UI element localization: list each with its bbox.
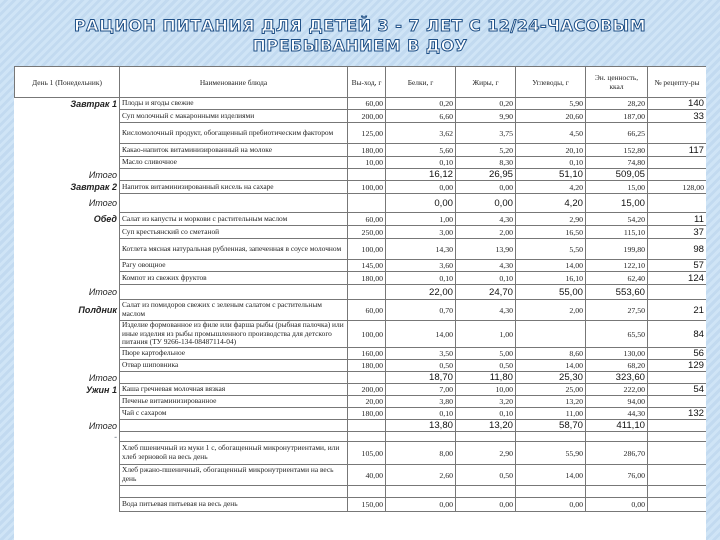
dish-name: Котлета мясная натуральная рубленная, запеченная в соусе молочном bbox=[120, 239, 348, 260]
dish-name: Салат из капусты и моркови с растительным маслом bbox=[120, 213, 348, 226]
yield-value: 60,00 bbox=[348, 98, 386, 110]
protein-value: 0,10 bbox=[386, 157, 456, 169]
protein-value: 7,00 bbox=[386, 384, 456, 396]
total-row bbox=[15, 285, 707, 300]
protein-value: 0,10 bbox=[386, 272, 456, 285]
header-row bbox=[15, 67, 707, 98]
protein-value: 14,30 bbox=[386, 239, 456, 260]
energy-value: 286,70 bbox=[586, 442, 648, 465]
meal-label: Ужин 1 bbox=[15, 384, 120, 396]
energy-value: 187,00 bbox=[586, 110, 648, 123]
dish-name: Какао-напиток витаминизированный на молоке bbox=[120, 144, 348, 157]
total-row bbox=[15, 420, 707, 432]
dish-name bbox=[120, 486, 348, 498]
carbs-value: 4,20 bbox=[516, 181, 586, 194]
recipe-number: 129 bbox=[648, 360, 707, 372]
energy-value: 28,20 bbox=[586, 98, 648, 110]
carbs-value bbox=[516, 486, 586, 498]
protein-value: 0,10 bbox=[386, 408, 456, 420]
header-dish: Наименование блюда bbox=[120, 67, 348, 98]
fat-total: 26,95 bbox=[456, 169, 516, 181]
energy-value: 222,00 bbox=[586, 384, 648, 396]
recipe-number: 84 bbox=[648, 321, 707, 348]
protein-total: 18,70 bbox=[386, 372, 456, 384]
energy-value: 44,30 bbox=[586, 408, 648, 420]
energy-value: 15,00 bbox=[586, 181, 648, 194]
protein-total: 13,80 bbox=[386, 420, 456, 432]
fat-value: 8,30 bbox=[456, 157, 516, 169]
energy-value: 74,80 bbox=[586, 157, 648, 169]
carbs-total: 55,00 bbox=[516, 285, 586, 300]
recipe-number bbox=[648, 432, 707, 442]
energy-value: 199,80 bbox=[586, 239, 648, 260]
yield-value: 20,00 bbox=[348, 396, 386, 408]
protein-value: 5,60 bbox=[386, 144, 456, 157]
protein-value: 3,60 bbox=[386, 260, 456, 272]
table-row bbox=[15, 442, 707, 465]
fat-value: 0,20 bbox=[456, 98, 516, 110]
table-row bbox=[15, 300, 707, 321]
fat-value: 5,20 bbox=[456, 144, 516, 157]
total-label: Итого bbox=[15, 285, 120, 300]
yield-value: 60,00 bbox=[348, 300, 386, 321]
meal-label bbox=[15, 144, 120, 157]
table-row bbox=[15, 98, 707, 110]
fat-value: 0,10 bbox=[456, 408, 516, 420]
carbs-value: 0,10 bbox=[516, 157, 586, 169]
total-label: Итого bbox=[15, 194, 120, 213]
fat-value: 2,00 bbox=[456, 226, 516, 239]
energy-total: 323,60 bbox=[586, 372, 648, 384]
recipe-number: 56 bbox=[648, 348, 707, 360]
meal-label bbox=[15, 348, 120, 360]
fat-value: 9,90 bbox=[456, 110, 516, 123]
energy-value: 94,00 bbox=[586, 396, 648, 408]
recipe-number bbox=[648, 442, 707, 465]
recipe-number bbox=[648, 372, 707, 384]
fat-value: 4,30 bbox=[456, 300, 516, 321]
carbs-value: 2,00 bbox=[516, 300, 586, 321]
dish-name: Отвар шиповника bbox=[120, 360, 348, 372]
yield-value: 100,00 bbox=[348, 181, 386, 194]
energy-value: 130,00 bbox=[586, 348, 648, 360]
protein-total: 16,12 bbox=[386, 169, 456, 181]
energy-value: 115,10 bbox=[586, 226, 648, 239]
header-recipe: № рецепту-ры bbox=[648, 67, 707, 98]
carbs-total: 51,10 bbox=[516, 169, 586, 181]
carbs-value: 14,00 bbox=[516, 260, 586, 272]
recipe-number bbox=[648, 420, 707, 432]
recipe-number: 132 bbox=[648, 408, 707, 420]
energy-value: 68,20 bbox=[586, 360, 648, 372]
energy-value: 27,50 bbox=[586, 300, 648, 321]
recipe-number: 33 bbox=[648, 110, 707, 123]
table-row bbox=[15, 213, 707, 226]
spacer-row bbox=[15, 432, 707, 442]
spacer-label: - bbox=[15, 432, 120, 442]
dish-name: Компот из свежих фруктов bbox=[120, 272, 348, 285]
protein-value: 0,00 bbox=[386, 498, 456, 512]
energy-value: 54,20 bbox=[586, 213, 648, 226]
energy-value bbox=[586, 486, 648, 498]
fat-value bbox=[456, 486, 516, 498]
carbs-value: 14,00 bbox=[516, 465, 586, 486]
fat-value: 10,00 bbox=[456, 384, 516, 396]
carbs-value: 25,00 bbox=[516, 384, 586, 396]
fat-value: 1,00 bbox=[456, 321, 516, 348]
fat-value: 0,50 bbox=[456, 465, 516, 486]
protein-value bbox=[386, 486, 456, 498]
dish-name: Рагу овощное bbox=[120, 260, 348, 272]
table-row bbox=[15, 110, 707, 123]
energy-value: 65,50 bbox=[586, 321, 648, 348]
protein-value: 0,00 bbox=[386, 181, 456, 194]
energy-value bbox=[586, 432, 648, 442]
recipe-number bbox=[648, 498, 707, 512]
fat-value: 5,00 bbox=[456, 348, 516, 360]
carbs-value: 55,90 bbox=[516, 442, 586, 465]
fat-total: 13,20 bbox=[456, 420, 516, 432]
yield-value: 10,00 bbox=[348, 157, 386, 169]
fat-value: 0,50 bbox=[456, 360, 516, 372]
dish-name: Напиток витаминизированный кисель на сахаре bbox=[120, 181, 348, 194]
header-protein: Белки, г bbox=[386, 67, 456, 98]
total-label: Итого bbox=[15, 372, 120, 384]
dish-name bbox=[120, 285, 348, 300]
carbs-value: 20,10 bbox=[516, 144, 586, 157]
meal-label bbox=[15, 465, 120, 486]
table-row bbox=[15, 465, 707, 486]
protein-total: 0,00 bbox=[386, 194, 456, 213]
energy-value: 76,00 bbox=[586, 465, 648, 486]
dish-name bbox=[120, 169, 348, 181]
header-yield: Вы-ход, г bbox=[348, 67, 386, 98]
table-row bbox=[15, 123, 707, 144]
spacer-row bbox=[15, 486, 707, 498]
meal-label bbox=[15, 110, 120, 123]
header-fat: Жиры, г bbox=[456, 67, 516, 98]
header-energy: Эн. ценность, ккал bbox=[586, 67, 648, 98]
fat-value: 4,30 bbox=[456, 260, 516, 272]
yield-value: 160,00 bbox=[348, 348, 386, 360]
protein-value: 2,60 bbox=[386, 465, 456, 486]
fat-value: 4,30 bbox=[456, 213, 516, 226]
title-line-2: ПРЕБЫВАНИЕМ В ДОУ bbox=[252, 36, 468, 55]
table-row bbox=[15, 260, 707, 272]
yield-value: 180,00 bbox=[348, 408, 386, 420]
recipe-number: 140 bbox=[648, 98, 707, 110]
carbs-value: 2,90 bbox=[516, 213, 586, 226]
dish-name: Кисломолочный продукт, обогащенный пребиотическим фактором bbox=[120, 123, 348, 144]
meal-label bbox=[15, 396, 120, 408]
meal-label: Завтрак 1 bbox=[15, 98, 120, 110]
recipe-number: 54 bbox=[648, 384, 707, 396]
recipe-number: 37 bbox=[648, 226, 707, 239]
meal-label bbox=[15, 498, 120, 512]
recipe-number bbox=[648, 396, 707, 408]
recipe-number: 57 bbox=[648, 260, 707, 272]
dish-name: Каша гречневая молочная вязкая bbox=[120, 384, 348, 396]
yield-value: 60,00 bbox=[348, 213, 386, 226]
meal-label: Завтрак 2 bbox=[15, 181, 120, 194]
dish-name: Печенье витаминизированное bbox=[120, 396, 348, 408]
meal-label bbox=[15, 272, 120, 285]
protein-value: 1,00 bbox=[386, 213, 456, 226]
fat-value: 0,10 bbox=[456, 272, 516, 285]
total-label: Итого bbox=[15, 420, 120, 432]
yield-value bbox=[348, 194, 386, 213]
energy-value: 152,80 bbox=[586, 144, 648, 157]
yield-value: 180,00 bbox=[348, 360, 386, 372]
yield-value: 40,00 bbox=[348, 465, 386, 486]
yield-value: 200,00 bbox=[348, 110, 386, 123]
yield-value: 250,00 bbox=[348, 226, 386, 239]
dish-name: Суп крестьянский со сметаной bbox=[120, 226, 348, 239]
meal-label bbox=[15, 260, 120, 272]
table-row bbox=[15, 226, 707, 239]
dish-name: Масло сливочное bbox=[120, 157, 348, 169]
recipe-number bbox=[648, 169, 707, 181]
protein-value: 3,62 bbox=[386, 123, 456, 144]
protein-value bbox=[386, 432, 456, 442]
header-day: День 1 (Понедельник) bbox=[15, 67, 120, 98]
meal-label bbox=[15, 321, 120, 348]
carbs-value: 5,50 bbox=[516, 239, 586, 260]
dish-name: Чай с сахаром bbox=[120, 408, 348, 420]
recipe-number: 124 bbox=[648, 272, 707, 285]
menu-sheet bbox=[14, 66, 706, 540]
recipe-number bbox=[648, 465, 707, 486]
carbs-value: 14,00 bbox=[516, 360, 586, 372]
fat-value: 3,20 bbox=[456, 396, 516, 408]
table-row bbox=[15, 157, 707, 169]
header-carbs: Углеводы, г bbox=[516, 67, 586, 98]
yield-value: 125,00 bbox=[348, 123, 386, 144]
meal-label bbox=[15, 226, 120, 239]
energy-value: 66,25 bbox=[586, 123, 648, 144]
meal-label: Обед bbox=[15, 213, 120, 226]
dish-name: Хлеб ржано-пшеничный, обогащенный микронутриентами на весь день bbox=[120, 465, 348, 486]
meal-label bbox=[15, 157, 120, 169]
table-row bbox=[15, 239, 707, 260]
dish-name bbox=[120, 372, 348, 384]
energy-total: 553,60 bbox=[586, 285, 648, 300]
protein-value: 0,20 bbox=[386, 98, 456, 110]
fat-value: 2,90 bbox=[456, 442, 516, 465]
table-row bbox=[15, 396, 707, 408]
dish-name: Суп молочный с макаронными изделиями bbox=[120, 110, 348, 123]
table-row bbox=[15, 348, 707, 360]
table-row bbox=[15, 321, 707, 348]
recipe-number bbox=[648, 157, 707, 169]
carbs-value: 13,20 bbox=[516, 396, 586, 408]
table-row bbox=[15, 272, 707, 285]
meal-label bbox=[15, 442, 120, 465]
recipe-number: 117 bbox=[648, 144, 707, 157]
table-row bbox=[15, 144, 707, 157]
dish-name bbox=[120, 432, 348, 442]
yield-value: 100,00 bbox=[348, 321, 386, 348]
meal-label bbox=[15, 408, 120, 420]
total-row bbox=[15, 194, 707, 213]
recipe-number bbox=[648, 123, 707, 144]
protein-total: 22,00 bbox=[386, 285, 456, 300]
carbs-value: 4,50 bbox=[516, 123, 586, 144]
protein-value: 3,50 bbox=[386, 348, 456, 360]
table-row bbox=[15, 181, 707, 194]
protein-value: 6,60 bbox=[386, 110, 456, 123]
yield-value bbox=[348, 372, 386, 384]
meal-label: Полдник bbox=[15, 300, 120, 321]
protein-value: 0,50 bbox=[386, 360, 456, 372]
carbs-value: 16,50 bbox=[516, 226, 586, 239]
meal-label bbox=[15, 239, 120, 260]
protein-value: 14,00 bbox=[386, 321, 456, 348]
carbs-value: 8,60 bbox=[516, 348, 586, 360]
carbs-value: 0,00 bbox=[516, 498, 586, 512]
carbs-value bbox=[516, 321, 586, 348]
protein-value: 3,00 bbox=[386, 226, 456, 239]
protein-value: 0,70 bbox=[386, 300, 456, 321]
energy-value: 62,40 bbox=[586, 272, 648, 285]
yield-value: 145,00 bbox=[348, 260, 386, 272]
carbs-value: 5,90 bbox=[516, 98, 586, 110]
recipe-number: 11 bbox=[648, 213, 707, 226]
carbs-value: 16,10 bbox=[516, 272, 586, 285]
energy-total: 509,05 bbox=[586, 169, 648, 181]
carbs-value: 11,00 bbox=[516, 408, 586, 420]
fat-value: 0,00 bbox=[456, 181, 516, 194]
protein-value: 3,80 bbox=[386, 396, 456, 408]
dish-name: Пюре картофельное bbox=[120, 348, 348, 360]
recipe-number bbox=[648, 194, 707, 213]
meal-label bbox=[15, 123, 120, 144]
carbs-value: 20,60 bbox=[516, 110, 586, 123]
title-line-1: РАЦИОН ПИТАНИЯ ДЛЯ ДЕТЕЙ 3 - 7 ЛЕТ С 12/24-ЧАСОВЫМ bbox=[73, 16, 647, 35]
fat-value bbox=[456, 432, 516, 442]
yield-value: 200,00 bbox=[348, 384, 386, 396]
dish-name bbox=[120, 420, 348, 432]
page-title bbox=[0, 16, 720, 56]
yield-value bbox=[348, 420, 386, 432]
total-row bbox=[15, 169, 707, 181]
dish-name: Хлеб пшеничный из муки 1 с, обогащенный микронутриентами, или хлеб зерновой на весь день bbox=[120, 442, 348, 465]
energy-total: 15,00 bbox=[586, 194, 648, 213]
table-row bbox=[15, 498, 707, 512]
carbs-value bbox=[516, 432, 586, 442]
carbs-total: 4,20 bbox=[516, 194, 586, 213]
recipe-number: 21 bbox=[648, 300, 707, 321]
recipe-number: 98 bbox=[648, 239, 707, 260]
table-row bbox=[15, 360, 707, 372]
yield-value: 105,00 bbox=[348, 442, 386, 465]
yield-value bbox=[348, 432, 386, 442]
total-label: Итого bbox=[15, 169, 120, 181]
table-row bbox=[15, 408, 707, 420]
yield-value: 100,00 bbox=[348, 239, 386, 260]
carbs-total: 58,70 bbox=[516, 420, 586, 432]
protein-value: 8,00 bbox=[386, 442, 456, 465]
table-row bbox=[15, 384, 707, 396]
dish-name: Салат из помидоров свежих с зеленым салатом с растительным маслом bbox=[120, 300, 348, 321]
fat-value: 0,00 bbox=[456, 498, 516, 512]
yield-value: 180,00 bbox=[348, 144, 386, 157]
energy-total: 411,10 bbox=[586, 420, 648, 432]
dish-name: Вода питьевая питьевая на весь день bbox=[120, 498, 348, 512]
recipe-number bbox=[648, 486, 707, 498]
fat-total: 24,70 bbox=[456, 285, 516, 300]
carbs-total: 25,30 bbox=[516, 372, 586, 384]
fat-value: 3,75 bbox=[456, 123, 516, 144]
yield-value: 180,00 bbox=[348, 272, 386, 285]
yield-value bbox=[348, 486, 386, 498]
yield-value: 150,00 bbox=[348, 498, 386, 512]
total-row bbox=[15, 372, 707, 384]
energy-value: 0,00 bbox=[586, 498, 648, 512]
recipe-number: 128,00 bbox=[648, 181, 707, 194]
meal-label bbox=[15, 486, 120, 498]
dish-name bbox=[120, 194, 348, 213]
nutrition-table bbox=[14, 66, 706, 512]
fat-total: 0,00 bbox=[456, 194, 516, 213]
fat-value: 13,90 bbox=[456, 239, 516, 260]
fat-total: 11,80 bbox=[456, 372, 516, 384]
yield-value bbox=[348, 169, 386, 181]
energy-value: 122,10 bbox=[586, 260, 648, 272]
dish-name: Плоды и ягоды свежие bbox=[120, 98, 348, 110]
recipe-number bbox=[648, 285, 707, 300]
dish-name: Изделие формованное из филе или фарша рыбы (рыбная палочка) или иные изделия из рыбы промышленного производства для детского питания (ТУ 9266-134-08487114-04) bbox=[120, 321, 348, 348]
yield-value bbox=[348, 285, 386, 300]
meal-label bbox=[15, 360, 120, 372]
